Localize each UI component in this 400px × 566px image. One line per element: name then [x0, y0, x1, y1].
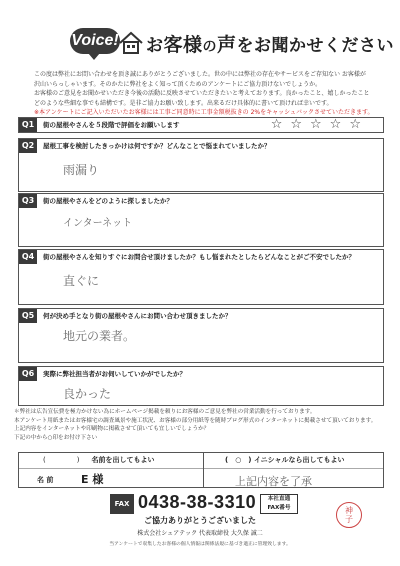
question-3: Q3 街の屋根やさんをどのように探しましたか？ インターネット — [18, 193, 384, 247]
fax-label-box: 本社直通 FAX番号 — [260, 494, 298, 514]
question-6: Q6 実際に弊社担当者がお伺いしていかがでしたか？ 良かった — [18, 366, 384, 406]
voice-badge: Voice! — [70, 28, 120, 54]
selected-mark: ○ — [235, 456, 242, 464]
hanko-stamp: 神 子 — [336, 502, 362, 528]
house-icon — [118, 30, 144, 56]
question-5: Q5 何が決め手となり街の屋根やさんにお問い合わせ頂きましたか？ 地元の業者。 — [18, 308, 384, 363]
option-name-ok[interactable]: ( )名前を出してもよい — [43, 456, 155, 464]
option-initial-ok[interactable]: ( ○ ) イニシャルなら出してもよい — [225, 456, 345, 464]
privacy-note: 当アンケートで収集したお客様の個人情報は関係法規に基づき適正に管理致します。 — [109, 542, 291, 547]
page-title: お客様の声をお聞かせください — [146, 34, 395, 56]
intro-text: この度は弊社にお問い合わせを頂き誠にありがとうございました。世の中には弊社の存在やサービスをご存知ない お客様が 沢山いらっしゃいます。そのかたに弊社をよく知って頂くためのアンケートにご協力頂けないでしょうか。 お客様のご意見をお聞かせいただき今後の活動に反映させていただきたいと考えております。良かったこと、嬉しかったこと どのような些細な事でも結構です。是非ご協力お願い致します。出来るだけ具体的に書いて頂ければ幸いです。 ※本アンケートにご記入いただいたお客様には工事ご同意時に工事金額税抜きの 2%をキャッシュバックさせていただきます。 — [34, 71, 374, 117]
question-4: Q4 街の屋根やさんを知りすぐにお問合せ頂けましたか？もし悩まれたとしたらどんなことがご不安でしたか？ 直ぐに — [18, 249, 384, 305]
name-field[interactable]: E 様 — [81, 473, 104, 486]
question-1: Q1 街の屋根やさんを５段階で評価をお願いします ☆☆☆☆☆ — [18, 117, 384, 133]
answer-q3[interactable]: インターネット — [63, 218, 133, 229]
fax-icon: FAX — [110, 494, 134, 514]
company-name: 株式会社シェアテック 代表取締役 大久保 誠二 — [137, 530, 263, 537]
star-rating[interactable]: ☆☆☆☆☆ — [270, 117, 369, 132]
consent-form — [18, 452, 384, 488]
question-2: Q2 屋根工事を検討したきっかけは何ですか？どんなことで悩まれていましたか？ 雨漏り — [18, 138, 384, 192]
answer-q4[interactable]: 直ぐに — [63, 274, 100, 288]
answer-q6[interactable]: 良かった — [63, 387, 112, 401]
cashback-note: ※本アンケートにご記入いただいたお客様には工事ご同意時に工事金額税抜きの 2%をキャッシュバックさせていただきます。 — [34, 109, 374, 117]
publication-notes: ＊弊社は広告宣伝費を極力かけない為にホームページ掲載を頼りにお客様のご意見を弊社の営業活動を行っております。 本アンケート用紙またはお客様宅の調査風景や施工状況、お客様の部分用紙等を随時ブログ形式のインターネットに掲載させて頂いております。 上記内容をインターネットや印刷物に掲載させて頂いても宜しいでしょうか？ 下記の中から○印をお付け下さい — [14, 409, 377, 441]
fax-number: 0438-38-3310 — [138, 492, 257, 512]
name-label: 名 前 — [37, 476, 54, 484]
answer-q5[interactable]: 地元の業者。 — [63, 329, 136, 343]
answer-q2[interactable]: 雨漏り — [63, 163, 100, 177]
consent-signature[interactable]: 上記内容を了承 — [235, 475, 312, 488]
thanks-text: ご協力ありがとうございました — [144, 516, 256, 525]
